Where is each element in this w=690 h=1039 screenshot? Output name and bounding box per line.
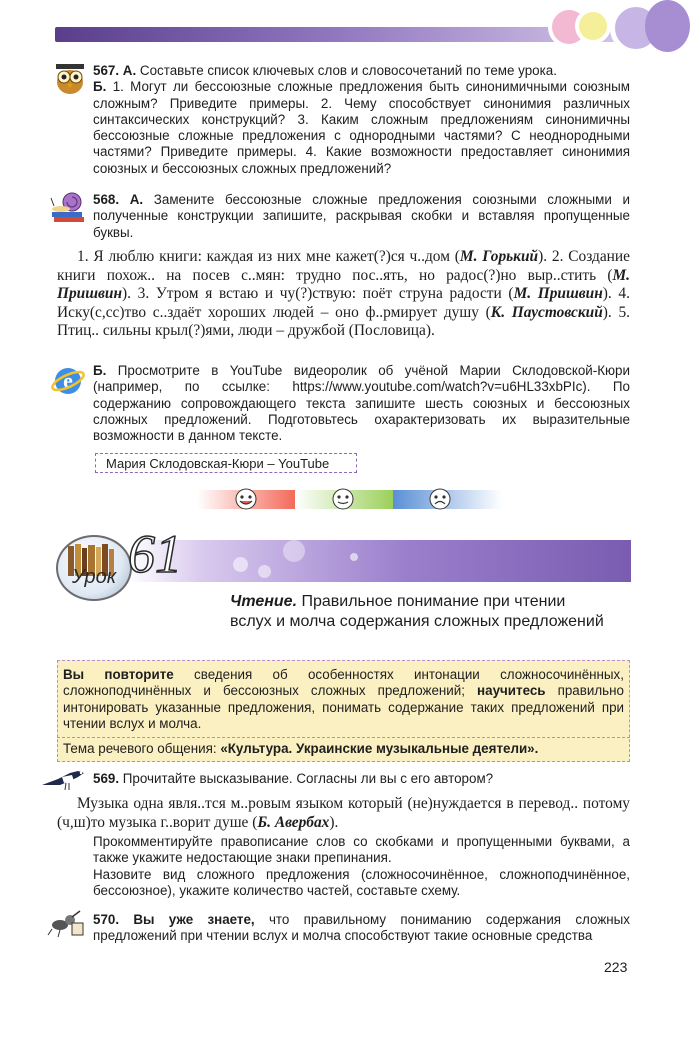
- topic-label: Чтение.: [230, 593, 298, 610]
- exercise-570: [93, 912, 630, 945]
- lesson-label: Урок: [72, 566, 117, 588]
- exercise-text: Прочитайте высказывание. Согласны ли вы с его автором?: [122, 771, 494, 786]
- internet-explorer-icon: [50, 364, 86, 398]
- page-number: 223: [604, 959, 628, 975]
- sentence: ). 4. Иску(с,сс)тво с..здаёт хороших людей – оно ф..рмирует душу (: [57, 285, 630, 321]
- exercise-568-task-a: [93, 192, 630, 241]
- decor-circle: [575, 8, 611, 44]
- lesson-band: [128, 540, 631, 582]
- exercise-number: 570.: [93, 912, 120, 927]
- exercise-568-sentences: [57, 248, 630, 341]
- sentence: ). 5. Птиц.. сильны крыл(?)ями, люди – дружбой (Пословица).: [57, 303, 630, 340]
- exercise-text: 1. Могут ли бессоюзные сложные предложения быть синонимичными союзным сложным? Приведите примеры. 2. Чему способствует синонимия различных синтаксических конструкций? 3. Каким сложным предложениям синонимичны бессоюзные сложные предложения с однородными частями? С неоднородными частями? Приведите примеры. 4. Какие возможности предоставляет синонимия союзных и бессоюзных сложных предложений?: [93, 79, 630, 176]
- exercise-569: [93, 771, 630, 787]
- quote: ).: [329, 813, 339, 831]
- exercise-number: 568. А.: [93, 192, 144, 207]
- decor-circle: [350, 553, 358, 561]
- exercise-number: 567. А.: [93, 63, 137, 78]
- goal-label: научитесь: [477, 683, 546, 699]
- exercise-569-task-1: Прокомментируйте правописание слов со скобками и пропущенными буквами, а также укажите недостающие знаки препинания.: [93, 834, 630, 866]
- author: М. Пришвин: [513, 285, 603, 303]
- sentence: 1. Я люблю книги: каждая из них мне кажет(?)ся ч..дом (: [77, 248, 460, 265]
- divider: [57, 737, 630, 738]
- part-label: Б.: [93, 363, 107, 378]
- goal-text: сведения об особенностях интонации сложносочинённых, сложноподчинённых и бессоюзных сложных предложений;: [63, 667, 624, 699]
- part-label: Б.: [93, 79, 107, 95]
- svg-text:e: e: [63, 368, 73, 393]
- exercise-number: 569.: [93, 771, 120, 786]
- goal-label: Вы повторите: [63, 667, 174, 682]
- author: К. Паустовский: [490, 303, 603, 321]
- topic-text: Правильное понимание при чтении вслух и молча содержания сложных предложений: [230, 593, 604, 630]
- exercise-text: что правильному пониманию содержания сложных предложений при чтении вслух и молча способствуют такие основные средства: [93, 912, 630, 944]
- sentence: ). 2. Создание книги похож.. на посев с..мян: трудно пос..ять, но радос(?)но выр..стить (: [57, 248, 630, 284]
- decor-circle: [258, 565, 271, 578]
- ant-writer-icon: [46, 907, 86, 939]
- sentence: ). 3. Утром я встаю и чу(?)ствую: поёт струна радости (: [122, 285, 514, 303]
- lesson-number: 61: [128, 524, 182, 584]
- exercise-text: Просмотрите в YouTube видеоролик об учёной Марии Склодовской-Кюри (например, по ссылке: https://www.youtube.com/watch?v=u6HL33xbPIc). По содержанию сопровождающего текста запишите шесть союзных и бессоюзных сложных предложений. Подготовьтесь охарактеризовать их выразительные возможности в данном тексте.: [93, 363, 630, 444]
- decor-circle: [233, 557, 248, 572]
- exercise-569-quote: [57, 795, 630, 832]
- owl-icon: [52, 62, 88, 96]
- communication-theme: [63, 741, 624, 757]
- exercise-567: [93, 63, 630, 177]
- sad-face-icon: [427, 487, 453, 511]
- neutral-face-icon: [330, 487, 356, 511]
- lesson-goals: [63, 667, 624, 732]
- goal-text: правильно интонировать указанные предложения, понимать содержание таких предложений при чтении вслух и молча.: [63, 683, 624, 731]
- exercise-568-task-b: [93, 363, 630, 444]
- exercise-lead: Вы уже знаете,: [133, 912, 255, 927]
- exercise-569-task-2: Назовите вид сложного предложения (сложносочинённое, сложноподчинённое, бессоюзное), укажите количество частей, составьте схему.: [93, 867, 630, 899]
- author: Б. Авербах: [257, 813, 330, 831]
- theme-label: Тема речевого общения:: [63, 741, 217, 756]
- lesson-topic: [230, 592, 610, 631]
- decor-circle: [283, 540, 305, 562]
- snail-books-icon: [48, 188, 88, 226]
- exercise-text: Замените бессоюзные сложные предложения союзными сложными и полученные конструкции запишите, раскрывая скобки и вставляя пропущенные буквы.: [93, 192, 630, 240]
- theme-value: «Культура. Украинские музыкальные деятели».: [220, 741, 539, 756]
- decor-circle: [645, 0, 690, 52]
- exercise-text: Составьте список ключевых слов и словосочетаний по теме урока.: [139, 63, 557, 78]
- self-assessment-strip: [197, 490, 502, 509]
- author: М. Горький: [459, 248, 539, 265]
- author: М. Пришвин: [57, 266, 630, 303]
- quote: Музыка одна явля..тся м..ровым языком который (не)нуждается в перевод.. потому (ч,ш)то музыка г..ворит душе (: [57, 795, 630, 831]
- video-link[interactable]: Мария Склодовская-Кюри – YouTube: [95, 453, 357, 473]
- happy-face-icon: [233, 487, 259, 511]
- magpie-icon: [40, 763, 90, 793]
